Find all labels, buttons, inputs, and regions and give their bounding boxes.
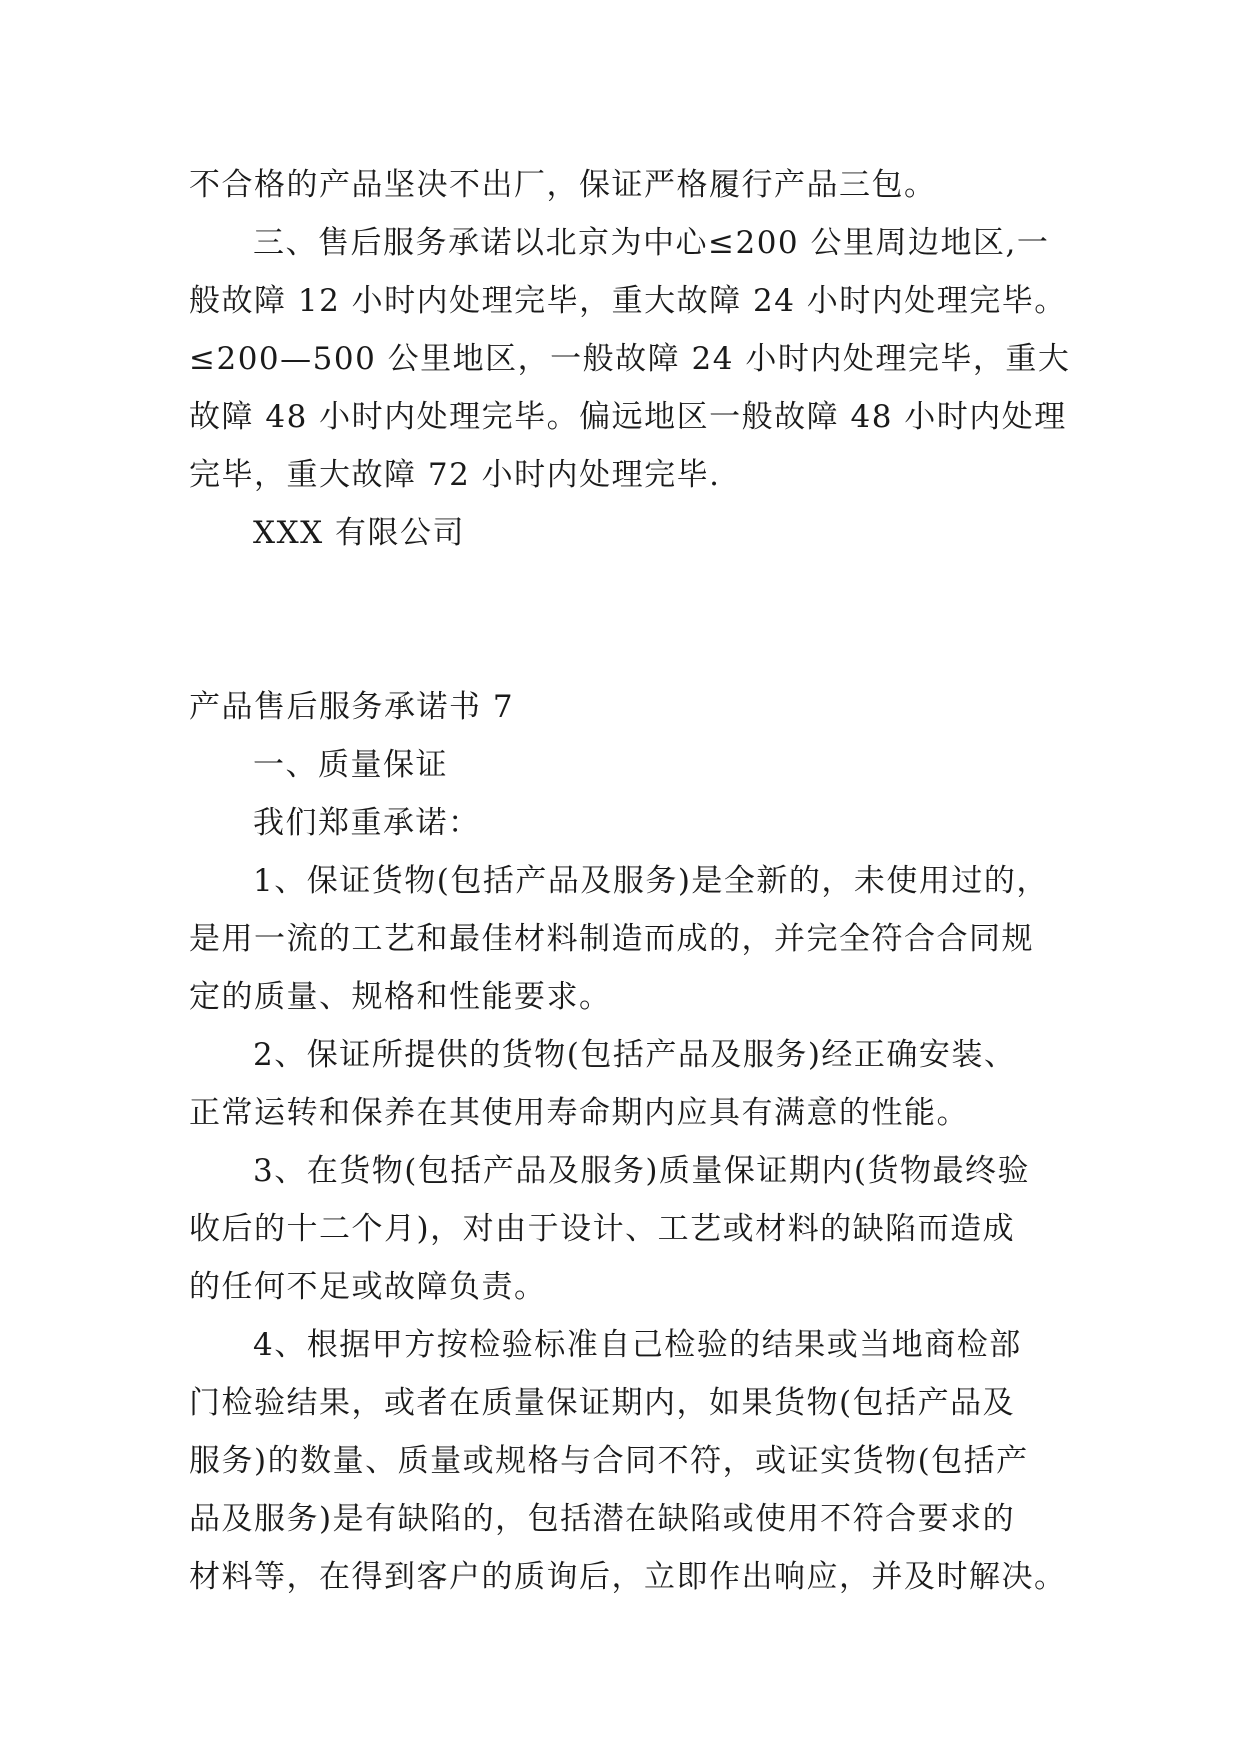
text-line: ≤200—500 公里地区，一般故障 24 小时内处理完毕，重大 bbox=[189, 341, 1071, 377]
text-line: 完毕，重大故障 72 小时内处理完毕. bbox=[189, 457, 721, 493]
text-line: 我们郑重承诺： bbox=[253, 805, 481, 841]
text-line: 材料等，在得到客户的质询后，立即作出响应，并及时解决。 bbox=[189, 1559, 1067, 1595]
document-body bbox=[189, 156, 1069, 1606]
section-title: 产品售后服务承诺书 7 bbox=[189, 689, 515, 725]
text-line: 4、根据甲方按检验标准自己检验的结果或当地商检部 bbox=[253, 1327, 1022, 1363]
text-line: 的任何不足或故障负责。 bbox=[189, 1269, 547, 1305]
section-heading: 一、质量保证 bbox=[253, 747, 448, 783]
text-line: 1、保证货物(包括产品及服务)是全新的，未使用过的， bbox=[253, 863, 1049, 899]
text-line: 三、售后服务承诺以北京为中心≤200 公里周边地区,一 bbox=[253, 225, 1050, 261]
text-line: 不合格的产品坚决不出厂，保证严格履行产品三包。 bbox=[189, 167, 937, 203]
section-gap bbox=[189, 562, 1069, 678]
text-line: 服务)的数量、质量或规格与合同不符，或证实货物(包括产 bbox=[189, 1443, 1029, 1479]
text-line: 品及服务)是有缺陷的，包括潜在缺陷或使用不符合要求的 bbox=[189, 1501, 1016, 1537]
text-line: 般故障 12 小时内处理完毕，重大故障 24 小时内处理完毕。 bbox=[189, 283, 1067, 319]
text-line: 3、在货物(包括产品及服务)质量保证期内(货物最终验 bbox=[253, 1153, 1031, 1189]
text-line: 2、保证所提供的货物(包括产品及服务)经正确安装、 bbox=[253, 1037, 1017, 1073]
text-line: 定的质量、规格和性能要求。 bbox=[189, 979, 612, 1015]
text-line: 正常运转和保养在其使用寿命期内应具有满意的性能。 bbox=[189, 1095, 969, 1131]
text-line: 是用一流的工艺和最佳材料制造而成的，并完全符合合同规 bbox=[189, 921, 1034, 957]
text-line: 故障 48 小时内处理完毕。偏远地区一般故障 48 小时内处理 bbox=[189, 399, 1067, 435]
text-line: 门检验结果，或者在质量保证期内，如果货物(包括产品及 bbox=[189, 1385, 1016, 1421]
text-line: 收后的十二个月)，对由于设计、工艺或材料的缺陷而造成 bbox=[189, 1211, 1016, 1247]
company-signature: XXX 有限公司 bbox=[253, 515, 466, 551]
